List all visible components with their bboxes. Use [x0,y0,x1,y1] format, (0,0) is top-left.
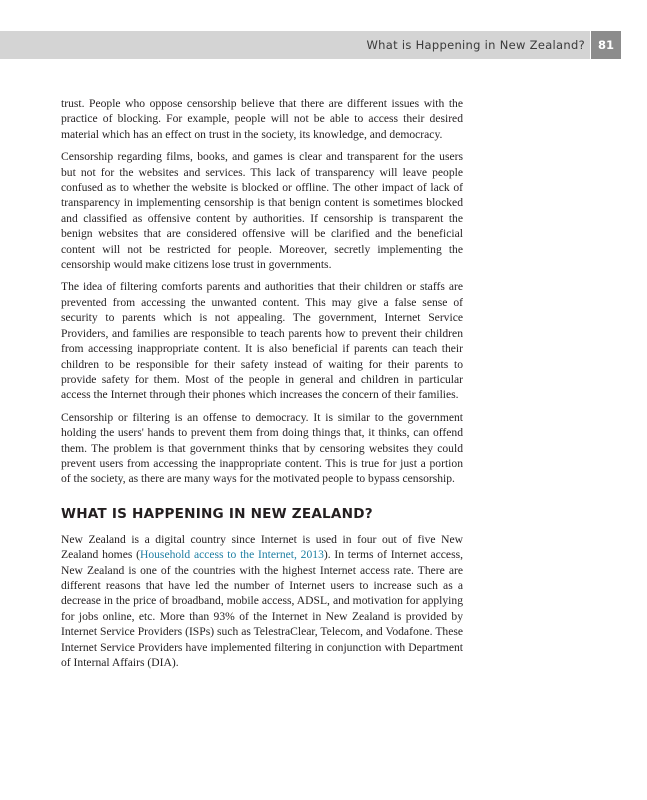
paragraph-transparency: Censorship regarding films, books, and games is clear and transparent for the users but not for the websites and services. This lack of transparency will leave people confused as to whether the website is blocked or offline. The other impact of lack of transparency in implementing censorship is that benign content is sometimes blocked and classified as offensive content by authorities. If censorship is transparent the benign websites that are considered offensive will be clarified and the beneficial content will not be restricted for people. Moreover, secretly implementing the censorship would make citizens lose trust in governments. [61,150,463,272]
nz-text-after-link: ). In terms of Internet access, New Zealand is one of the countries with the highest Internet access rate. There are different reasons that have led the number of Internet users to increase such as a decrease in the price of broadband, mobile access, ADSL, and motivation for applying for jobs online, etc. More than 93% of the Internet in New Zealand is provided by Internet Service Providers (ISPs) such as TelestraClear, Telecom, and Vodafone. These Internet Service Providers have implemented filtering in conjunction with Department of Internal Affairs (DIA). [61,548,463,669]
page-body [61,96,463,677]
paragraph-filtering: The idea of filtering comforts parents and authorities that their children or staffs are prevented from accessing the unwanted content. This may give a false sense of security to parents which is not appealing. The government, Internet Service Providers, and families are responsible to teach parents how to prevent their children from accessing inappropriate content. It is also beneficial if parents can teach their children to be responsible for their safety instead of waiting for their parents to provide safety for them. Most of the people in general and children in particular access the Internet through their phones which increases the concern of their families. [61,280,463,402]
section-heading: WHAT IS HAPPENING IN NEW ZEALAND? [61,505,373,522]
paragraph-new-zealand [61,532,463,671]
citation-link[interactable]: Household access to the Internet, 2013 [139,548,324,562]
running-header-title: What is Happening in New Zealand? [366,38,585,52]
paragraph-democracy: Censorship or filtering is an offense to democracy. It is similar to the government holding the users' hands to prevent them from doing things that, it thinks, can offend them. The problem is that government thinks that by censoring websites they could prevent users from accessing the inappropriate content. This is true for just a portion of the society, as there are many ways for the motivated people to bypass censorship. [61,410,463,486]
nz-text-before-link: New Zealand is a digital country since Internet is used in four out of five New Zealand homes ( [61,532,463,562]
page-number: 81 [591,31,621,59]
paragraph-trust: trust. People who oppose censorship believe that there are different issues with the practice of blocking. For example, people will not be able to access their desired material which has an effect on trust in the society, its knowledge, and democracy. [61,97,463,141]
